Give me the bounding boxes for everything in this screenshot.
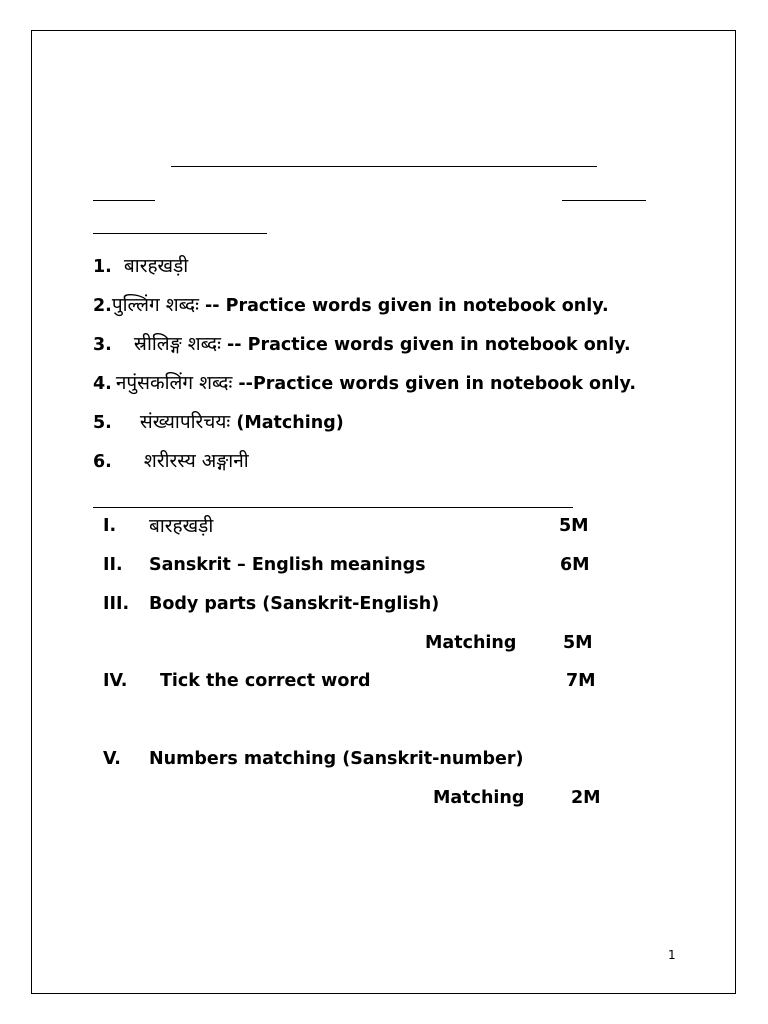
- topic-3: [93, 332, 631, 357]
- topic-6-hindi: शरीरस्य अङ्गानी: [143, 450, 249, 472]
- topic-1-hindi: बारहखड़ी: [123, 255, 189, 277]
- section-4-mark: 7M: [566, 671, 596, 691]
- topic-5-hindi: संख्यापरिचयः: [139, 411, 231, 433]
- topic-1-num: 1.: [93, 257, 112, 277]
- section-1-hindi: बारहखड़ी: [149, 515, 214, 537]
- topic-3-hindi: स्रीलिङ्ग शब्दः: [133, 333, 221, 355]
- section-5-sub: Matching: [433, 788, 525, 808]
- topic-2: [93, 293, 609, 318]
- section-2-label: Sanskrit – English meanings: [149, 555, 426, 575]
- topic-2-text: -- Practice words given in notebook only.: [198, 296, 609, 316]
- title-rule: [171, 166, 597, 167]
- section-5-label: Numbers matching (Sanskrit-number): [149, 749, 524, 769]
- topic-4-hindi: नपुंसकलिंग शब्दः: [115, 372, 233, 394]
- page-border: [31, 30, 736, 994]
- section-4-roman: IV.: [103, 671, 128, 691]
- topic-5-text: (Matching): [230, 413, 344, 433]
- topic-4-num: 4.: [93, 374, 112, 394]
- section-1-mark: 5M: [559, 516, 589, 536]
- page-number: 1: [668, 948, 676, 962]
- topic-6-num: 6.: [93, 452, 112, 472]
- section-divider-rule: [93, 507, 573, 508]
- topic-6: [93, 449, 249, 474]
- section-2-mark: 6M: [560, 555, 590, 575]
- subtitle-rule: [93, 233, 267, 234]
- topic-5: [93, 410, 344, 435]
- right-short-rule: [562, 200, 646, 201]
- topic-3-text: -- Practice words given in notebook only.: [220, 335, 631, 355]
- section-4-label: Tick the correct word: [160, 671, 371, 691]
- section-5-mark: 2M: [571, 788, 601, 808]
- section-3-mark: 5M: [563, 633, 593, 653]
- section-3-label: Body parts (Sanskrit-English): [149, 594, 440, 614]
- topic-2-num: 2.: [93, 296, 112, 316]
- topic-4-text: --Practice words given in notebook only.: [232, 374, 636, 394]
- section-5-roman: V.: [103, 749, 121, 769]
- topic-3-num: 3.: [93, 335, 112, 355]
- topic-5-num: 5.: [93, 413, 112, 433]
- topic-4: [93, 371, 636, 396]
- left-short-rule: [93, 200, 155, 201]
- section-1-label: [149, 514, 213, 539]
- section-3-roman: III.: [103, 594, 130, 614]
- section-3-sub: Matching: [425, 633, 517, 653]
- topic-1: [93, 254, 188, 279]
- section-1-roman: I.: [103, 516, 117, 536]
- topic-2-hindi: पुल्लिंग शब्दः: [111, 294, 199, 316]
- section-2-roman: II.: [103, 555, 123, 575]
